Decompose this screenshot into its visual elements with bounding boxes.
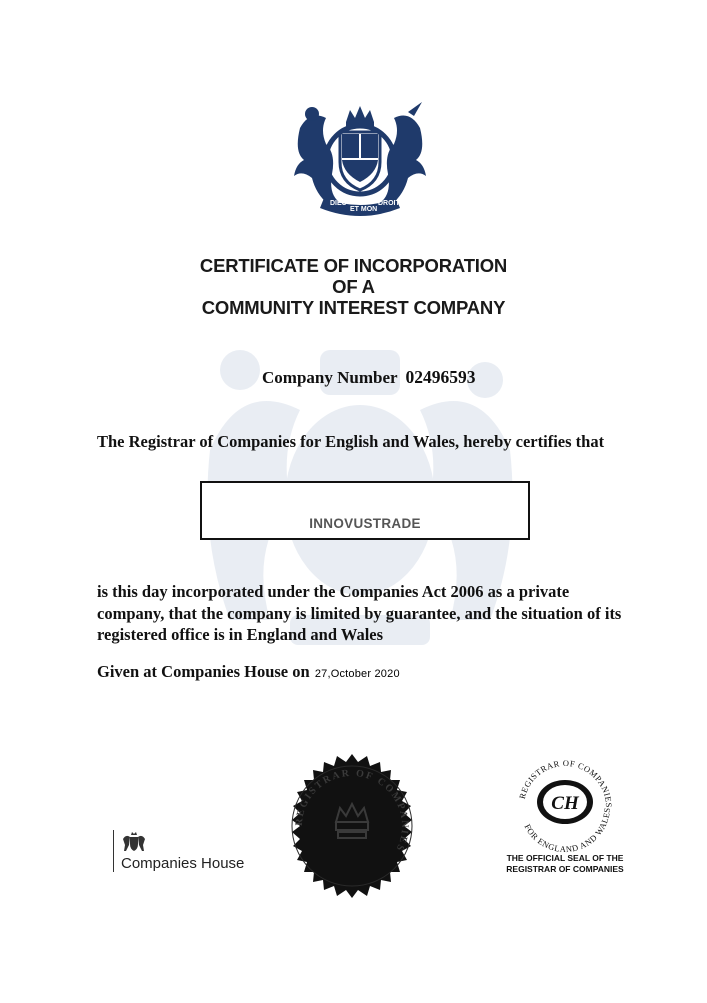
registrar-statement: The Registrar of Companies for English and Wales, hereby certifies that (97, 432, 605, 451)
official-monogram: CH (551, 793, 579, 814)
official-ring-top: REGISTRAR OF COMPANIES (516, 757, 615, 809)
certificate-title-line-3: COMMUNITY INTEREST COMPANY (201, 297, 506, 318)
caption-line-2: REGISTRAR OF COMPANIES (506, 864, 624, 874)
company-number-row (262, 367, 475, 388)
company-number-value: 02496593 (405, 367, 476, 387)
company-name-box (200, 481, 530, 540)
companies-house-text: Companies House (121, 855, 245, 872)
given-at-line (97, 662, 400, 682)
seal-ring-text: REGISTRAR OF COMPANIES (293, 767, 411, 855)
company-name: INNOVUSTRADE (309, 516, 421, 531)
certificate-title-line-1: CERTIFICATE OF INCORPORATION (199, 255, 508, 276)
crest-icon (121, 831, 147, 853)
official-seal-icon (510, 752, 620, 862)
company-number-label: Company Number (262, 368, 398, 387)
svg-text:ET MON: ET MON (350, 206, 378, 213)
companies-house-logo (113, 830, 253, 874)
logo-divider (113, 830, 114, 872)
caption-line-1: THE OFFICIAL SEAL OF THE (506, 853, 624, 863)
svg-text:DROIT: DROIT (378, 200, 400, 207)
registrar-seal-icon (278, 752, 426, 900)
certificate-title-line-2: OF A (332, 276, 375, 297)
official-ring-bottom: FOR ENGLAND AND WALES (522, 807, 613, 855)
given-label: Given at Companies House on (97, 662, 310, 681)
official-seal-caption (495, 853, 635, 875)
royal-coat-of-arms-icon (290, 98, 430, 218)
incorporation-statement: is this day incorporated under the Companies Act 2006 as a private company, that the company is limited by guarantee, and the situation of its registered office is in England and Wales (97, 582, 622, 644)
svg-text:DIEU: DIEU (330, 200, 347, 207)
given-date: 27,October 2020 (314, 668, 400, 680)
